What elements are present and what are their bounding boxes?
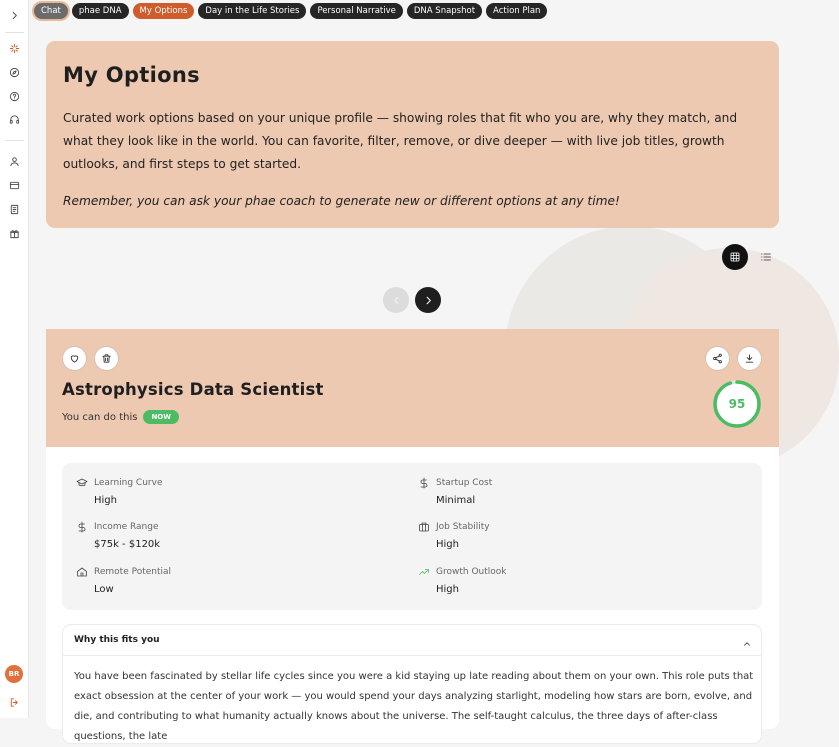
headset-icon[interactable] — [7, 112, 22, 127]
coach-reminder: Remember, you can ask your phae coach to generate new or different options at any time! — [63, 194, 620, 208]
card-header — [46, 329, 779, 447]
tab-phae-dna[interactable]: phae DNA — [72, 3, 129, 19]
tab-dna-snapshot[interactable]: DNA Snapshot — [407, 3, 482, 19]
why-fits-panel — [62, 624, 762, 744]
tab-bar — [34, 3, 547, 19]
avatar[interactable]: BR — [5, 665, 23, 683]
stat-growth-outlook: Growth Outlook High — [418, 566, 506, 595]
home-icon — [76, 566, 88, 578]
stat-startup-cost: Startup Cost Minimal — [418, 477, 492, 506]
sparkle-icon[interactable] — [7, 41, 22, 56]
rail-divider — [5, 32, 24, 33]
stats-panel — [62, 463, 762, 610]
compass-icon[interactable] — [7, 65, 22, 80]
status-badge: NOW — [143, 410, 179, 424]
option-title: Astrophysics Data Scientist — [62, 380, 324, 399]
help-circle-icon[interactable] — [7, 89, 22, 104]
why-fits-text: You have been fascinated by stellar life cycles since you were a kid staying up late reading about them on your own. This role puts that exact obsession at the center of your work — you would spend your days analyzing starlight, modeling how stars are born, evolve, and die, and contributing to what humanity actually knows about the universe. The self-taught calculus, the three days of after-class questions, the late — [74, 671, 754, 742]
trending-up-icon — [418, 566, 430, 578]
expand-chevron-icon[interactable] — [7, 8, 22, 23]
readiness-row — [62, 410, 179, 424]
tab-day-in-the-life[interactable]: Day in the Life Stories — [198, 3, 306, 19]
chevron-left-icon — [391, 295, 402, 306]
page-title: My Options — [63, 63, 200, 87]
next-button[interactable] — [415, 287, 441, 313]
main-content — [29, 20, 800, 742]
dollar-icon — [76, 521, 88, 533]
tab-my-options[interactable]: My Options — [133, 3, 195, 19]
divider — [63, 655, 761, 656]
remove-button[interactable] — [94, 346, 119, 371]
stat-job-stability: Job Stability High — [418, 521, 490, 550]
stat-learning-curve: Learning Curve High — [76, 477, 162, 506]
list-icon — [760, 251, 772, 263]
tab-personal-narrative[interactable]: Personal Narrative — [310, 3, 402, 19]
readiness-label: You can do this — [62, 411, 138, 423]
grid-view-button[interactable] — [722, 244, 748, 270]
tab-chat[interactable]: Chat — [34, 3, 68, 19]
briefcase-icon — [418, 521, 430, 533]
why-fits-title[interactable]: Why this fits you — [74, 635, 160, 645]
share-icon — [712, 353, 723, 364]
option-card — [46, 329, 779, 742]
receipt-icon[interactable] — [7, 202, 22, 217]
match-score: 95 — [728, 397, 746, 411]
stat-income-range: Income Range $75k - $120k — [76, 521, 160, 550]
logout-icon[interactable] — [7, 695, 22, 710]
favorite-button[interactable] — [62, 346, 87, 371]
graduation-cap-icon — [76, 477, 88, 489]
user-icon[interactable] — [7, 154, 22, 169]
download-icon — [744, 353, 755, 364]
share-button[interactable] — [705, 346, 730, 371]
hero-panel — [46, 41, 779, 228]
credit-card-icon[interactable] — [7, 178, 22, 193]
trash-icon — [101, 353, 112, 364]
tab-action-plan[interactable]: Action Plan — [486, 3, 547, 19]
previous-button[interactable] — [383, 287, 409, 313]
rail-divider — [5, 140, 24, 141]
stat-remote-potential: Remote Potential Low — [76, 566, 171, 595]
page-description: Curated work options based on your unique profile — showing roles that fit who you are, why they match, and what they look like in the world. You can favorite, filter, remove, or dive deeper — with live job titles, growth outlooks, and first steps to get started. — [63, 111, 738, 171]
heart-icon — [69, 353, 80, 364]
list-view-button[interactable] — [758, 249, 774, 265]
collapse-chevron-icon[interactable] — [742, 634, 754, 646]
download-button[interactable] — [737, 346, 762, 371]
gift-icon[interactable] — [7, 226, 22, 241]
grid-icon — [729, 251, 741, 263]
left-rail — [0, 0, 29, 718]
chevron-right-icon — [423, 295, 434, 306]
dollar-icon — [418, 477, 430, 489]
